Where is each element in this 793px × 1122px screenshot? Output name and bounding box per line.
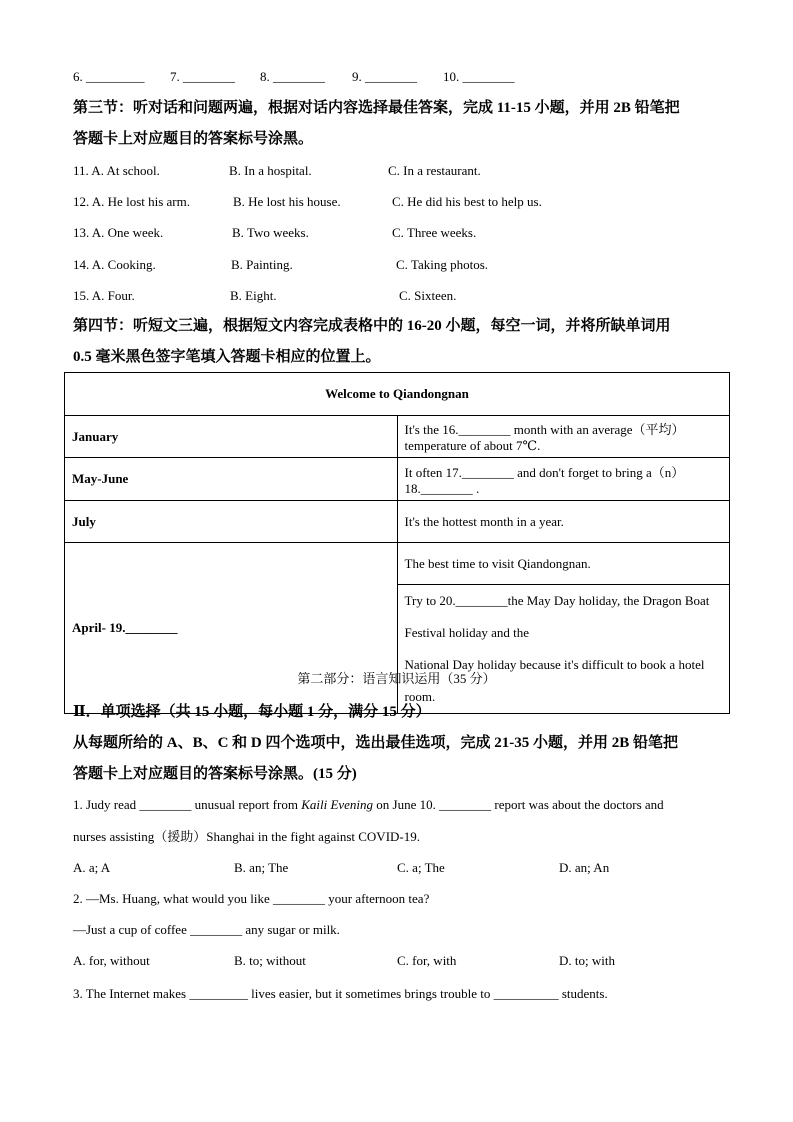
q1-line1-pre: 1. Judy read ________ unusual report from: [73, 797, 302, 812]
option-b: B. Eight.: [230, 288, 277, 303]
option-c: C. He did his best to help us.: [392, 194, 542, 209]
option-c: C. In a restaurant.: [388, 163, 481, 178]
option-a: 11. A. At school.: [73, 163, 160, 178]
q2-line1: 2. —Ms. Huang, what would you like ________ your afternoon tea?: [73, 891, 430, 906]
row-key: July: [65, 501, 398, 543]
option-d: D. an; An: [559, 860, 610, 875]
option-a: A. for, without: [73, 953, 150, 968]
row-value: It often 17.________ and don't forget to bring a（n）18.________ .: [397, 458, 730, 501]
section4-title-line2: 0.5 毫米黑色签字笔填入答题卡相应的位置上。: [73, 349, 381, 365]
option-a: 13. A. One week.: [73, 225, 164, 240]
option-b: B. an; The: [234, 860, 289, 875]
row-value: It's the 16.________ month with an average（平均）temperature of about 7℃.: [397, 416, 730, 458]
option-b: B. Painting.: [231, 257, 293, 272]
option-c: C. for, with: [397, 953, 457, 968]
option-c: C. Taking photos.: [396, 257, 489, 272]
row-value: It's the hottest month in a year.: [397, 501, 730, 543]
option-b: B. In a hospital.: [229, 163, 312, 178]
part2-title: 第二部分：语言知识运用（35 分）: [297, 671, 496, 686]
section3-title-line1: 第三节：听对话和问题两遍，根据对话内容选择最佳答案，完成 11-15 小题，并用 2B 铅笔把: [73, 100, 680, 116]
table-header: Welcome to Qiandongnan: [65, 373, 730, 416]
row-value-line1: Try to 20.________the May Day holiday, the Dragon Boat Festival holiday and the: [404, 593, 710, 640]
table-row: [65, 458, 730, 501]
section2-title: Ⅱ．单项选择（共 15 小题，每小题 1 分，满分 15 分）: [73, 704, 431, 720]
row-value-line2: National Day holiday because it's difficult to book a hotel room.: [404, 657, 705, 704]
option-a: 15. A. Four.: [73, 288, 135, 303]
blank-9: 9. ________: [352, 69, 417, 84]
option-a: 12. A. He lost his arm.: [73, 194, 190, 209]
option-d: D. to; with: [559, 953, 615, 968]
option-c: C. Sixteen.: [399, 288, 457, 303]
blank-8: 8. ________: [260, 69, 325, 84]
option-c: C. Three weeks.: [392, 225, 477, 240]
option-b: B. Two weeks.: [232, 225, 309, 240]
section2-instr-line1: 从每题所给的 A、B、C 和 D 四个选项中，选出最佳选项，完成 21-35 小题，并用 2B 铅笔把: [73, 735, 679, 751]
q1-line2: nurses assisting（援助）Shanghai in the fight against COVID-19.: [73, 829, 420, 844]
q2-line2: —Just a cup of coffee ________ any sugar or milk.: [73, 922, 340, 937]
row-value: [397, 585, 730, 714]
qiandongnan-table: [64, 372, 730, 714]
q3-line1: 3. The Internet makes _________ lives easier, but it sometimes brings trouble to __________ students.: [73, 986, 608, 1001]
table-row: [65, 416, 730, 458]
q1-line1-post: on June 10. ________ report was about the doctors and: [373, 797, 664, 812]
section2-instr-line2: 答题卡上对应题目的答案标号涂黑。(15 分): [73, 766, 357, 782]
option-a: A. a; A: [73, 860, 111, 875]
row-key: April- 19.________: [65, 543, 398, 714]
row-key: May-June: [65, 458, 398, 501]
option-c: C. a; The: [397, 860, 445, 875]
blank-10: 10. ________: [443, 69, 515, 84]
table-row: [65, 543, 730, 585]
row-value: The best time to visit Qiandongnan.: [397, 543, 730, 585]
blank-7: 7. ________: [170, 69, 235, 84]
option-b: B. He lost his house.: [233, 194, 341, 209]
q1-line1: [73, 797, 664, 813]
blank-6: 6. _________: [73, 69, 145, 84]
q1-newspaper: Kaili Evening: [301, 797, 374, 812]
section4-title-line1: 第四节：听短文三遍，根据短文内容完成表格中的 16-20 小题，每空一词，并将所缺单词用: [73, 318, 671, 334]
option-b: B. to; without: [234, 953, 306, 968]
table-row: [65, 501, 730, 543]
row-key: January: [65, 416, 398, 458]
answer-blanks-6-10: [73, 69, 515, 85]
option-a: 14. A. Cooking.: [73, 257, 156, 272]
section3-title-line2: 答题卡上对应题目的答案标号涂黑。: [73, 131, 314, 147]
